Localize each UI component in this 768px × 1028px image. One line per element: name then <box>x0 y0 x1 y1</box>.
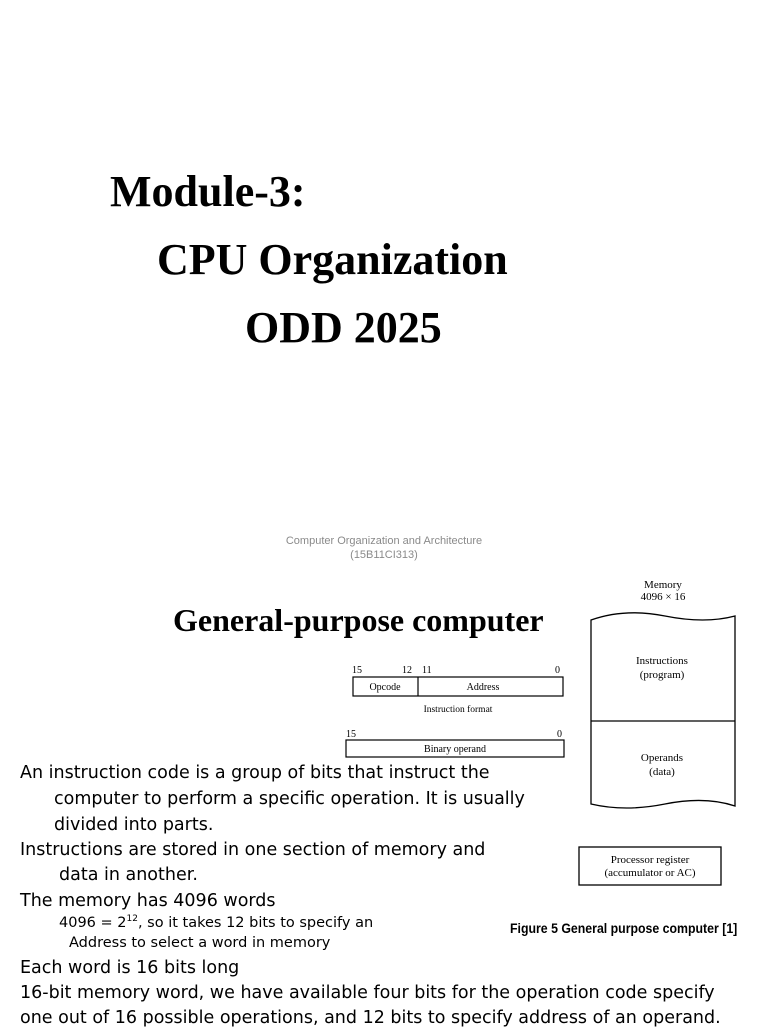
course-code-footer: (15B11CI313) <box>350 549 418 561</box>
paragraph-line: 16-bit memory word, we have available four bits for the operation code specify <box>20 983 715 1003</box>
paragraph-line: Instructions are stored in one section of memory and <box>20 840 486 860</box>
opcode-label: Opcode <box>369 682 401 693</box>
paragraph-line: divided into parts. <box>54 815 214 835</box>
operands-label: Operands <box>640 752 684 764</box>
binary-operand-label: Binary operand <box>424 744 486 755</box>
paragraph-line: one out of 16 possible operations, and 12 bits to specify address of an operand. <box>20 1008 721 1028</box>
equation-prefix: 4096 = 2 <box>59 915 127 931</box>
paragraph-line: data in another. <box>59 865 198 885</box>
memory-title: Memory <box>644 579 682 591</box>
exponent: 12 <box>126 914 138 925</box>
processor-register-box <box>579 847 721 885</box>
processor-register-label: Processor register <box>610 854 690 866</box>
accumulator-label: (accumulator or AC) <box>604 867 696 879</box>
equation-suffix: , so it takes 12 bits to specify an <box>137 915 374 931</box>
course-name-footer: Computer Organization and Architecture <box>285 535 483 547</box>
data-label: (data) <box>649 766 675 778</box>
module-title: Module-3: <box>110 167 306 216</box>
memory-size: 4096 × 16 <box>640 591 686 603</box>
memory-diagram <box>575 574 755 894</box>
bit-11-label: 11 <box>422 665 432 676</box>
bit-12-label: 12 <box>402 665 412 676</box>
program-label: (program) <box>639 669 685 681</box>
paragraph-line: The memory has 4096 words <box>20 891 276 911</box>
section-title: General-purpose computer <box>173 602 544 638</box>
memory-block <box>591 613 735 808</box>
paragraph-line: Each word is 16 bits long <box>20 958 240 978</box>
operand-bit-0-label: 0 <box>557 729 562 740</box>
operand-bit-15-label: 15 <box>346 729 356 740</box>
instruction-format-caption: Instruction format <box>423 705 493 715</box>
instruction-format-diagram <box>340 660 572 765</box>
bit-0-label: 0 <box>555 665 560 676</box>
sub-bullet-line: Address to select a word in memory <box>69 935 331 951</box>
bit-15-label: 15 <box>352 665 362 676</box>
instructions-label: Instructions <box>636 655 688 667</box>
paragraph-line: An instruction code is a group of bits that instruct the <box>20 763 490 783</box>
semester-title: ODD 2025 <box>245 303 442 352</box>
paragraph-line: computer to perform a specific operation. It is usually <box>54 789 525 809</box>
figure-caption: Figure 5 General purpose computer [1] <box>510 920 738 936</box>
address-label: Address <box>466 682 500 693</box>
sub-bullet-line <box>59 915 373 931</box>
topic-title: CPU Organization <box>157 235 508 284</box>
